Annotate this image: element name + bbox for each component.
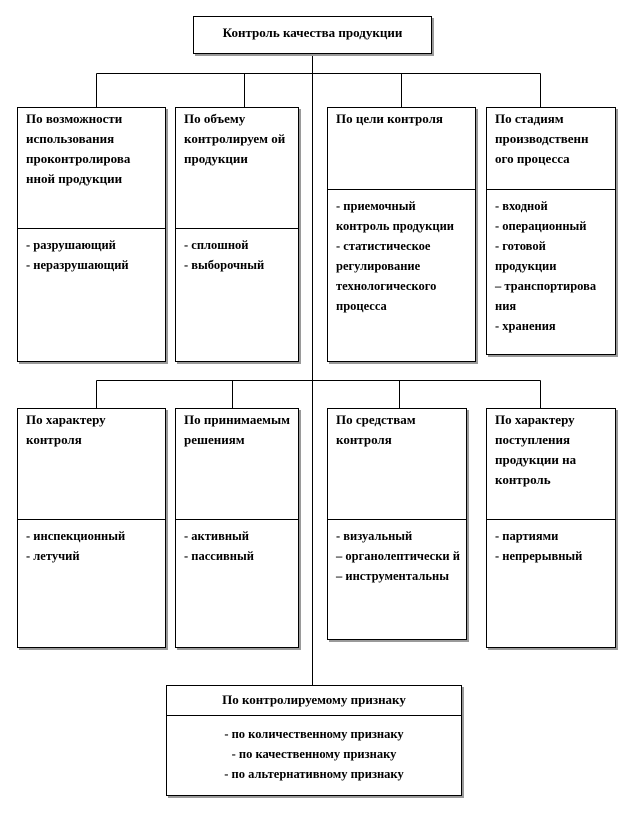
list-item: - сплошной [184, 238, 249, 252]
category-title: По цели контроля [336, 111, 443, 126]
category-title: По стадиям производственн ого процесса [495, 111, 589, 166]
list-item: - по альтернативному признаку [224, 767, 404, 781]
category-items [176, 519, 298, 647]
list-item: - статистическое регулирование технологического процесса [336, 239, 437, 313]
root-box [193, 16, 432, 54]
category-items [18, 228, 165, 361]
category-box-control-nature [17, 408, 166, 648]
category-box-usability [17, 107, 166, 362]
bottom-category-items [167, 716, 461, 784]
category-box-arrival [486, 408, 616, 648]
bottom-category-title: По контролируемому признаку [167, 686, 461, 716]
category-title: По объему контролируем ой продукции [184, 111, 286, 166]
category-items [328, 189, 475, 361]
list-item: - непрерывный [495, 549, 583, 563]
list-item: - по количественному признаку [224, 727, 404, 741]
root-title: Контроль качества продукции [222, 25, 403, 40]
category-items [18, 519, 165, 647]
list-item: - входной [495, 199, 548, 213]
list-item: - хранения [495, 319, 556, 333]
list-item: – органолептически й [336, 549, 460, 563]
list-item: - готовой продукции [495, 239, 557, 273]
list-item: - выборочный [184, 258, 265, 272]
category-title: По средствам контроля [336, 412, 416, 447]
list-item: - активный [184, 529, 249, 543]
category-title: По возможности использования проконтролирова нной продукции [26, 111, 131, 186]
category-title: По принимаемым решениям [184, 412, 290, 447]
category-items [328, 519, 466, 639]
list-item: - визуальный [336, 529, 413, 543]
list-item: - операционный [495, 219, 587, 233]
category-items [176, 228, 298, 361]
list-item: - неразрушающий [26, 258, 129, 272]
category-items [487, 189, 615, 354]
list-item: - по качественному признаку [231, 747, 397, 761]
list-item: – инструментальны [336, 569, 449, 583]
list-item: - разрушающий [26, 238, 116, 252]
category-title: По характеру поступления продукции на контроль [495, 412, 577, 487]
category-box-purpose [327, 107, 476, 362]
category-box-volume [175, 107, 299, 362]
category-items [487, 519, 615, 647]
list-item: - пассивный [184, 549, 254, 563]
list-item: - инспекционный [26, 529, 126, 543]
list-item: - партиями [495, 529, 559, 543]
list-item: – транспортирова ния [495, 279, 597, 313]
category-box-stages [486, 107, 616, 355]
list-item: - приемочный контроль продукции [336, 199, 454, 233]
list-item: - летучий [26, 549, 80, 563]
category-box-decisions [175, 408, 299, 648]
category-title: По характеру контроля [26, 412, 106, 447]
category-box-means [327, 408, 467, 640]
bottom-category-box [166, 685, 462, 796]
